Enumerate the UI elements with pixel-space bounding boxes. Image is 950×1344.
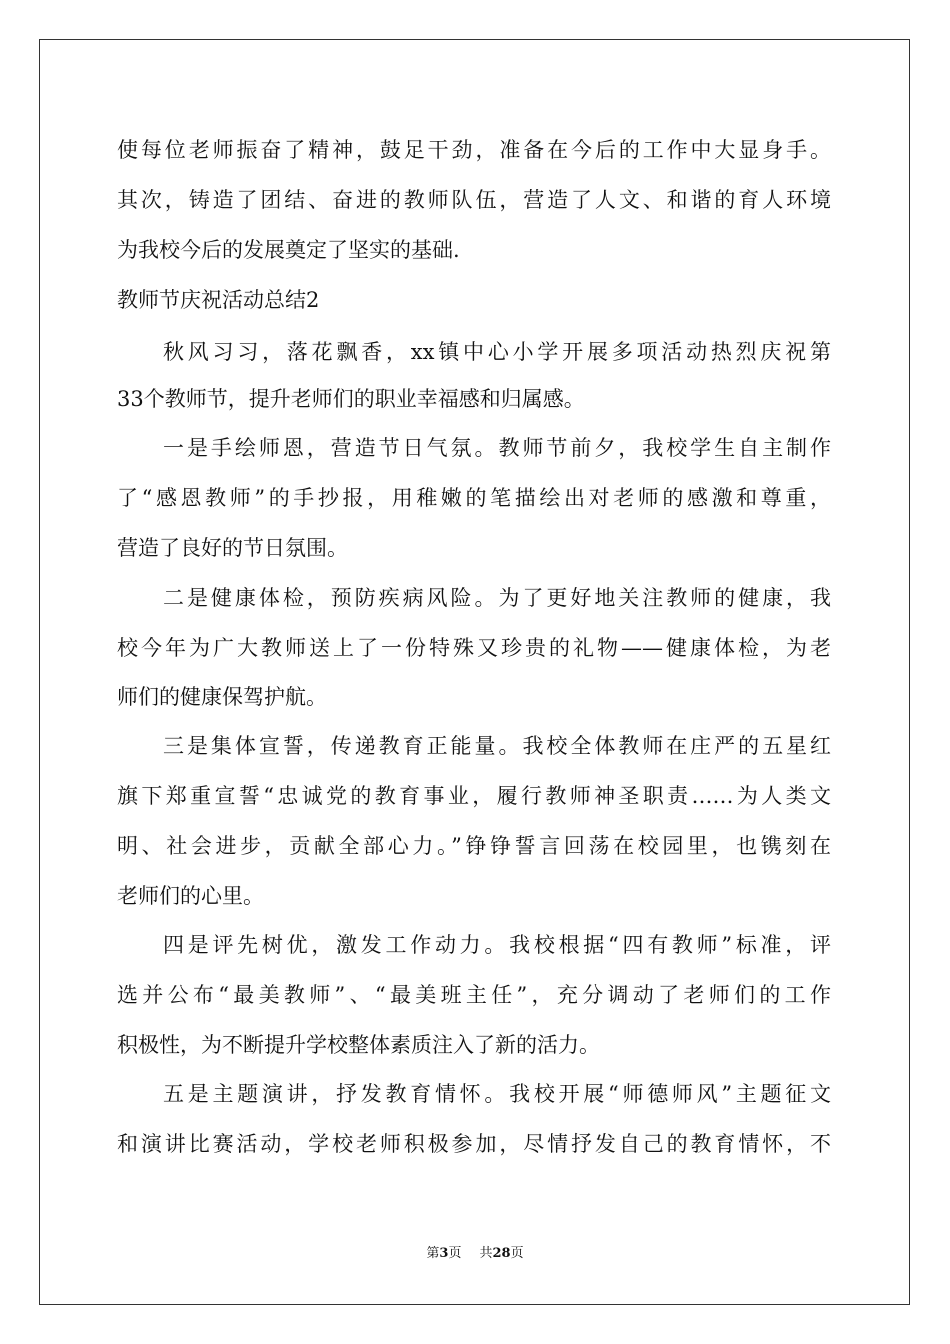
paragraph-first-line: 五是主题演讲，抒发教育情怀。我校开展“师德师风”主题征文	[163, 1082, 831, 1106]
total-prefix: 共	[479, 1246, 493, 1261]
body-line: 和演讲比赛活动，学校老师积极参加，尽情抒发自己的教育情怀，不	[117, 1132, 831, 1156]
paragraph-first-line: 一是手绘师恩，营造节日气氛。教师节前夕，我校学生自主制作	[163, 436, 831, 460]
body-line: 营造了良好的节日氛围。	[117, 536, 348, 560]
body-line: 33个教师节，提升老师们的职业幸福感和归属感。	[117, 387, 585, 411]
section-heading: 教师节庆祝活动总结2	[117, 288, 320, 312]
total-suffix: 页	[510, 1246, 524, 1261]
page-prefix: 第	[426, 1246, 440, 1261]
page-suffix: 页	[448, 1246, 462, 1261]
body-line: 了“感恩教师”的手抄报，用稚嫩的笔描绘出对老师的感激和尊重，	[117, 486, 831, 510]
page-number: 3	[439, 1246, 449, 1261]
body-line: 师们的健康保驾护航。	[117, 685, 327, 709]
body-line: 为我校今后的发展奠定了坚实的基础.	[117, 238, 460, 262]
page-footer	[0, 1245, 950, 1263]
body-line: 其次，铸造了团结、奋进的教师队伍，营造了人文、和谐的育人环境	[117, 188, 831, 212]
body-line: 校今年为广大教师送上了一份特殊又珍贵的礼物——健康体检，为老	[117, 636, 831, 660]
paragraph-first-line: 秋风习习，落花飘香，xx镇中心小学开展多项活动热烈庆祝第	[163, 340, 831, 364]
body-line: 使每位老师振奋了精神，鼓足干劲，准备在今后的工作中大显身手。	[117, 138, 831, 162]
total-pages: 28	[492, 1246, 511, 1261]
body-line: 选并公布“最美教师”、“最美班主任”，充分调动了老师们的工作	[117, 983, 831, 1007]
body-line: 老师们的心里。	[117, 884, 264, 908]
paragraph-first-line: 三是集体宣誓，传递教育正能量。我校全体教师在庄严的五星红	[163, 734, 831, 758]
paragraph-first-line: 二是健康体检，预防疾病风险。为了更好地关注教师的健康，我	[163, 586, 831, 610]
body-line: 积极性，为不断提升学校整体素质注入了新的活力。	[117, 1033, 600, 1057]
body-line: 旗下郑重宣誓“忠诚党的教育事业，履行教师神圣职责……为人类文	[117, 784, 831, 808]
paragraph-first-line: 四是评先树优，激发工作动力。我校根据“四有教师”标准，评	[163, 933, 831, 957]
page-border	[39, 39, 910, 1305]
body-line: 明、社会进步，贡献全部心力。”铮铮誓言回荡在校园里，也镌刻在	[117, 834, 831, 858]
